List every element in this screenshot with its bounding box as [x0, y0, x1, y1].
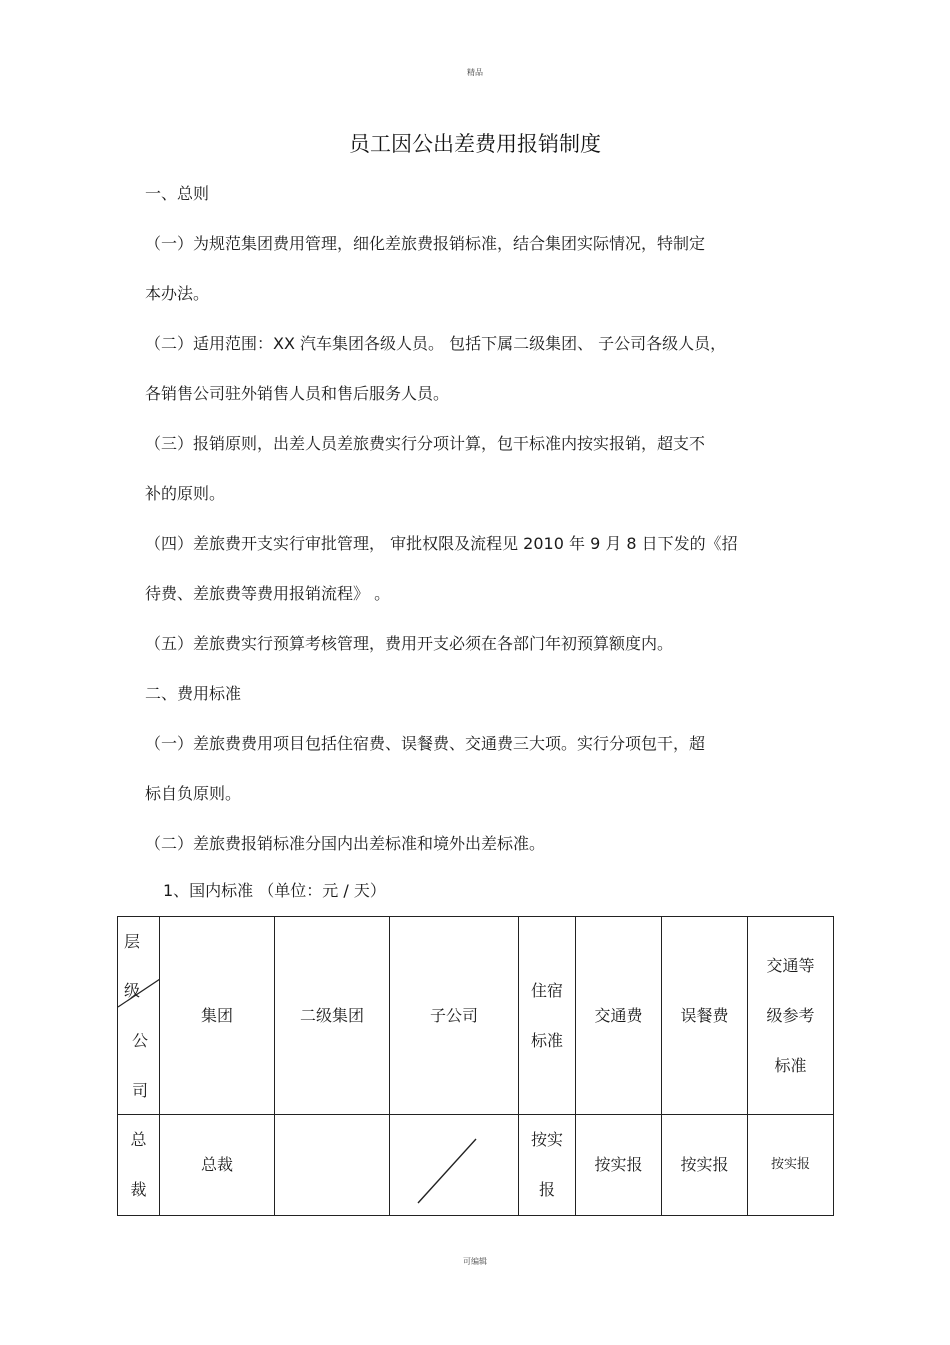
page-footer-mark: 可编辑	[463, 1257, 487, 1266]
header-second-group: 二级集团	[275, 917, 390, 1115]
paragraph-line: （二）差旅费报销标准分国内出差标准和境外出差标准。	[145, 834, 546, 853]
header-reference-line: 标准	[774, 1055, 807, 1075]
header-subsidiary: 子公司	[390, 917, 519, 1115]
paragraph-line: （二）适用范围：XX 汽车集团各级人员。 包括下属二级集团、 子公司各级人员，	[145, 334, 727, 353]
domestic-standard-caption: 1、国内标准 （单位：元 / 天）	[163, 881, 386, 900]
not-applicable-slash	[390, 1115, 519, 1213]
paragraph-line: 标自负原则。	[145, 784, 242, 803]
header-lodging-line: 标准	[530, 1030, 563, 1050]
paragraph-line: （三）报销原则，出差人员差旅费实行分项计算，包干标准内按实报销，超支不	[145, 434, 706, 453]
paragraph-line: 补的原则。	[145, 484, 226, 503]
table-header-row	[118, 917, 834, 1115]
corner-label: 层	[124, 932, 141, 951]
paragraph-line: （四）差旅费开支实行审批管理， 审批权限及流程见 2010 年 9 月 8 日下发的《招	[145, 534, 738, 553]
row-second-group-cell	[275, 1115, 390, 1216]
header-lodging-line: 住宿	[530, 980, 563, 1000]
row-lodging-line: 报	[538, 1180, 555, 1199]
paragraph-line: （五）差旅费实行预算考核管理，费用开支必须在各部门年初预算额度内。	[145, 634, 674, 653]
row-transport-cell: 按实报	[576, 1115, 662, 1216]
table-row	[118, 1115, 834, 1216]
header-lodging	[519, 917, 576, 1115]
row-subsidiary-cell	[390, 1115, 519, 1216]
domestic-standard-table	[117, 916, 834, 1216]
row-level-line: 裁	[130, 1180, 147, 1199]
paragraph-line: 待费、差旅费等费用报销流程》 。	[145, 584, 391, 603]
corner-label: 司	[132, 1081, 149, 1100]
section-standards-heading: 二、费用标准	[145, 684, 242, 703]
paragraph-line: 各销售公司驻外销售人员和售后服务人员。	[145, 384, 450, 403]
paragraph-line: （一）为规范集团费用管理，细化差旅费报销标准，结合集团实际情况，特制定	[145, 234, 706, 253]
row-meal-cell: 按实报	[662, 1115, 748, 1216]
corner-label: 公	[132, 1031, 149, 1050]
corner-header-cell	[118, 917, 160, 1115]
row-lodging-line: 按实	[530, 1130, 563, 1149]
paragraph-line: （一）差旅费费用项目包括住宿费、误餐费、交通费三大项。实行分项包干，超	[145, 734, 706, 753]
document-title: 员工因公出差费用报销制度	[349, 132, 601, 156]
row-level-line: 总	[130, 1130, 147, 1149]
header-reference-line: 级参考	[766, 1005, 815, 1025]
header-transport: 交通费	[576, 917, 662, 1115]
row-level-cell	[118, 1115, 160, 1216]
row-group-cell: 总裁	[160, 1115, 275, 1216]
page-header-mark: 精品	[467, 68, 483, 77]
row-lodging-cell	[519, 1115, 576, 1216]
header-reference-line: 交通等	[766, 955, 815, 975]
row-reference-cell: 按实报	[748, 1115, 834, 1216]
header-group: 集团	[160, 917, 275, 1115]
paragraph-line: 本办法。	[145, 284, 210, 303]
header-meal: 误餐费	[662, 917, 748, 1115]
header-reference	[748, 917, 834, 1115]
section-general-heading: 一、总则	[145, 184, 210, 203]
corner-label: 级	[124, 981, 141, 1000]
